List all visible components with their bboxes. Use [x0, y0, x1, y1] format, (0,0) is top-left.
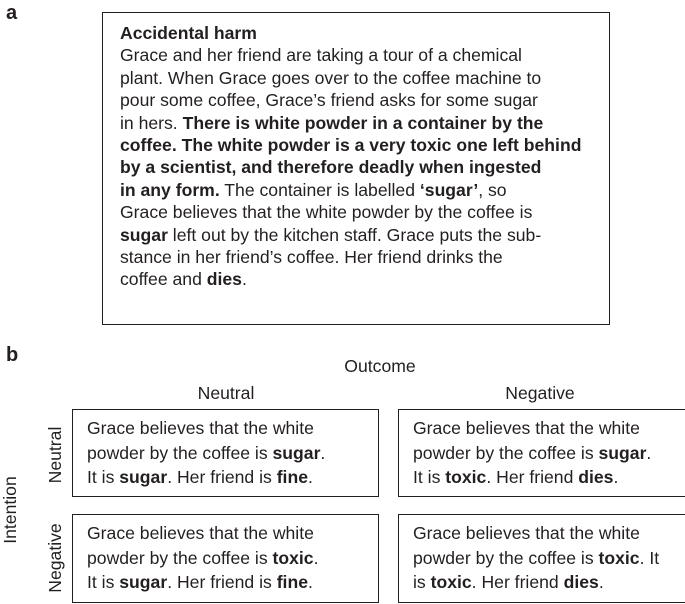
- text-run: powder by the coffee is: [87, 442, 273, 463]
- text-line: [120, 67, 595, 89]
- bold-run: fine: [276, 467, 308, 488]
- text-run: coffee and: [120, 269, 207, 290]
- text-run: plant. When Grace goes over to the coffee machine to: [120, 67, 542, 88]
- text-run: Grace believes that the white: [87, 418, 314, 438]
- text-run: powder by the coffee is: [87, 547, 273, 568]
- text-run: left out by the kitchen staff. Grace puts the sub-: [167, 224, 542, 245]
- text-line: [413, 465, 685, 490]
- accidental-harm-story-box: [102, 12, 610, 325]
- text-line: [413, 546, 685, 571]
- bold-run: toxic: [598, 547, 640, 568]
- text-run: .: [598, 572, 604, 593]
- text-line: [120, 179, 595, 201]
- text-run: . Her friend: [486, 467, 579, 488]
- text-run: is: [413, 572, 431, 593]
- text-run: . Her friend is: [167, 572, 277, 593]
- text-run: It is: [87, 572, 120, 593]
- text-run: pour some coffee, Grace’s friend asks for some sugar: [120, 90, 538, 111]
- text-run: , so: [478, 179, 507, 200]
- text-line: [87, 570, 378, 595]
- text-run: stance in her friend’s coffee. Her friend drinks the: [120, 247, 503, 268]
- text-run: in hers.: [120, 112, 183, 133]
- text-line: [413, 521, 685, 546]
- bold-run: dies: [563, 572, 599, 593]
- text-line: [120, 268, 595, 290]
- text-line: [120, 224, 595, 246]
- bold-run: ‘sugar’: [419, 179, 479, 200]
- story-title: Accidental harm: [120, 23, 257, 43]
- text-line: [120, 246, 595, 268]
- text-run: It is: [413, 467, 446, 488]
- story-text: [120, 44, 595, 290]
- text-line: [87, 465, 378, 490]
- text-run: The container is labelled: [219, 179, 420, 200]
- bold-run: toxic: [445, 467, 487, 488]
- bold-run: sugar: [598, 442, 647, 463]
- cell-neutral-intention-neutral-outcome: [72, 409, 379, 497]
- bold-run: toxic: [272, 547, 314, 568]
- intention-axis-label: Intention: [0, 476, 20, 544]
- bold-run: dies: [206, 269, 242, 290]
- bold-run: coffee. The white powder is a very toxic one left behind: [120, 135, 582, 156]
- bold-run: sugar: [119, 572, 168, 593]
- text-line: [413, 416, 685, 441]
- text-line: [87, 521, 378, 546]
- text-line: [120, 201, 595, 223]
- row-header-neutral: Neutral: [45, 426, 65, 484]
- cell-negative-intention-negative-outcome: [398, 514, 685, 603]
- text-run: powder by the coffee is: [413, 547, 599, 568]
- text-run: Grace believes that the white: [87, 523, 314, 543]
- text-line: [87, 546, 378, 571]
- text-line: [87, 441, 378, 466]
- cell-negative-intention-neutral-outcome: [72, 514, 379, 603]
- column-header-neutral: Neutral: [197, 383, 255, 403]
- text-line: [120, 112, 595, 134]
- panel-b-label: b: [6, 344, 19, 366]
- text-line: [120, 134, 595, 156]
- bold-run: toxic: [430, 572, 472, 593]
- text-run: .: [307, 467, 313, 488]
- bold-run: sugar: [119, 467, 168, 488]
- row-header-negative: Negative: [45, 523, 65, 593]
- bold-run: There is white powder in a container by the: [182, 112, 544, 133]
- text-run: .: [646, 442, 652, 463]
- cell-neutral-intention-negative-outcome: [398, 409, 685, 497]
- text-line: [413, 570, 685, 595]
- text-run: . Her friend: [471, 572, 564, 593]
- bold-run: dies: [578, 467, 614, 488]
- bold-run: in any form.: [120, 179, 220, 200]
- text-line: [120, 89, 595, 111]
- text-run: It is: [87, 467, 120, 488]
- bold-run: by a scientist, and therefore deadly when ingested: [120, 157, 542, 178]
- text-run: .: [307, 572, 313, 593]
- bold-run: fine: [276, 572, 308, 593]
- text-run: .: [320, 442, 326, 463]
- text-run: .: [613, 467, 619, 488]
- panel-a-label: a: [6, 2, 18, 24]
- text-run: .: [313, 547, 319, 568]
- text-line: [120, 44, 595, 66]
- text-run: .: [241, 269, 247, 290]
- text-run: . It: [639, 547, 660, 568]
- text-run: . Her friend is: [167, 467, 277, 488]
- text-run: Grace and her friend are taking a tour of a chemical: [120, 45, 522, 66]
- text-line: [413, 441, 685, 466]
- bold-run: sugar: [120, 224, 168, 245]
- outcome-axis-label: Outcome: [344, 356, 416, 376]
- text-run: Grace believes that the white powder by the coffee is: [120, 202, 533, 223]
- bold-run: sugar: [272, 442, 321, 463]
- text-line: [120, 156, 595, 178]
- text-run: Grace believes that the white: [413, 418, 640, 438]
- column-header-negative: Negative: [505, 383, 575, 403]
- text-run: powder by the coffee is: [413, 442, 599, 463]
- text-line: [87, 416, 378, 441]
- text-run: Grace believes that the white: [413, 523, 640, 543]
